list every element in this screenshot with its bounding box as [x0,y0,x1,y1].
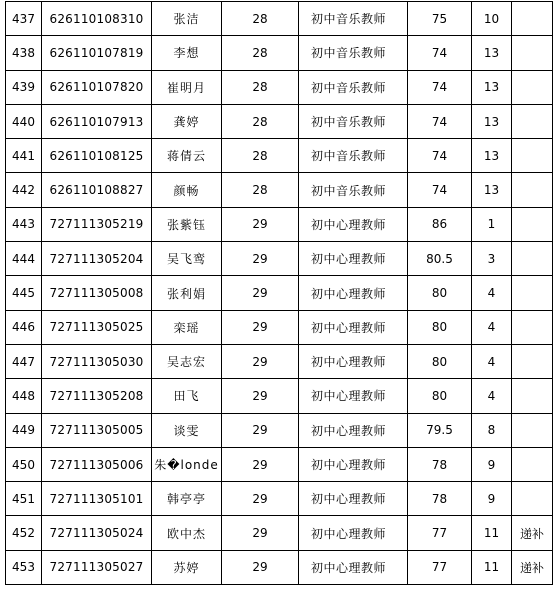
post-code-cell: 28 [222,36,299,70]
post-code-cell: 29 [222,276,299,310]
post-code-cell: 28 [222,2,299,36]
post-name-cell: 初中心理教师 [299,482,408,516]
exam-id-cell: 727111305027 [42,550,152,584]
serial-number-cell: 453 [6,550,42,584]
post-code-cell: 29 [222,379,299,413]
serial-number-cell: 452 [6,516,42,550]
post-name-cell: 初中心理教师 [299,516,408,550]
rank-cell: 1 [472,207,512,241]
table-row [6,482,553,516]
exam-id-cell: 727111305030 [42,344,152,378]
score-cell: 74 [408,173,472,207]
serial-number-cell: 449 [6,413,42,447]
post-code-cell: 29 [222,207,299,241]
exam-id-cell: 727111305219 [42,207,152,241]
table-row [6,104,553,138]
results-table-body [6,2,553,585]
score-cell: 80 [408,379,472,413]
score-cell: 80 [408,310,472,344]
post-name-cell: 初中心理教师 [299,550,408,584]
score-cell: 77 [408,550,472,584]
rank-cell: 9 [472,482,512,516]
rank-cell: 13 [472,139,512,173]
remark-cell [512,207,553,241]
rank-cell: 9 [472,447,512,481]
post-name-cell: 初中音乐教师 [299,139,408,173]
exam-id-cell: 727111305006 [42,447,152,481]
table-row [6,379,553,413]
post-name-cell: 初中音乐教师 [299,36,408,70]
exam-id-cell: 727111305101 [42,482,152,516]
remark-cell [512,242,553,276]
table-row [6,550,553,584]
post-code-cell: 29 [222,310,299,344]
candidate-name-cell: 李想 [152,36,222,70]
post-code-cell: 29 [222,550,299,584]
exam-id-cell: 727111305008 [42,276,152,310]
score-cell: 77 [408,516,472,550]
table-row [6,516,553,550]
candidate-name-cell: 颜畅 [152,173,222,207]
rank-cell: 3 [472,242,512,276]
serial-number-cell: 441 [6,139,42,173]
remark-cell [512,310,553,344]
rank-cell: 4 [472,379,512,413]
rank-cell: 8 [472,413,512,447]
exam-id-cell: 626110108310 [42,2,152,36]
table-row [6,2,553,36]
post-code-cell: 29 [222,413,299,447]
post-code-cell: 29 [222,447,299,481]
results-table [5,1,553,585]
serial-number-cell: 446 [6,310,42,344]
candidate-name-cell: 张洁 [152,2,222,36]
post-name-cell: 初中音乐教师 [299,104,408,138]
rank-cell: 4 [472,344,512,378]
post-name-cell: 初中音乐教师 [299,173,408,207]
post-name-cell: 初中音乐教师 [299,2,408,36]
score-cell: 80 [408,344,472,378]
rank-cell: 4 [472,276,512,310]
score-cell: 78 [408,447,472,481]
exam-id-cell: 727111305024 [42,516,152,550]
score-cell: 79.5 [408,413,472,447]
exam-id-cell: 626110108125 [42,139,152,173]
remark-cell: 递补 [512,550,553,584]
post-code-cell: 28 [222,70,299,104]
table-row [6,36,553,70]
rank-cell: 10 [472,2,512,36]
score-cell: 74 [408,104,472,138]
remark-cell [512,413,553,447]
candidate-name-cell: 朱�londe [152,447,222,481]
score-cell: 80.5 [408,242,472,276]
table-row [6,344,553,378]
remark-cell [512,104,553,138]
post-code-cell: 29 [222,344,299,378]
post-name-cell: 初中心理教师 [299,379,408,413]
candidate-name-cell: 栾瑶 [152,310,222,344]
serial-number-cell: 445 [6,276,42,310]
serial-number-cell: 444 [6,242,42,276]
table-row [6,70,553,104]
score-cell: 78 [408,482,472,516]
exam-id-cell: 626110107819 [42,36,152,70]
table-row [6,276,553,310]
post-name-cell: 初中心理教师 [299,413,408,447]
remark-cell [512,70,553,104]
table-row [6,173,553,207]
serial-number-cell: 438 [6,36,42,70]
post-code-cell: 28 [222,173,299,207]
serial-number-cell: 443 [6,207,42,241]
exam-id-cell: 727111305204 [42,242,152,276]
post-code-cell: 28 [222,104,299,138]
rank-cell: 4 [472,310,512,344]
remark-cell [512,276,553,310]
remark-cell [512,173,553,207]
post-name-cell: 初中心理教师 [299,276,408,310]
score-cell: 74 [408,139,472,173]
table-row [6,413,553,447]
remark-cell [512,36,553,70]
serial-number-cell: 451 [6,482,42,516]
remark-cell [512,139,553,173]
candidate-name-cell: 苏婷 [152,550,222,584]
post-name-cell: 初中心理教师 [299,207,408,241]
post-name-cell: 初中心理教师 [299,310,408,344]
candidate-name-cell: 张紫钰 [152,207,222,241]
candidate-name-cell: 吴志宏 [152,344,222,378]
serial-number-cell: 448 [6,379,42,413]
score-cell: 74 [408,36,472,70]
table-row [6,447,553,481]
exam-id-cell: 727111305025 [42,310,152,344]
score-cell: 86 [408,207,472,241]
rank-cell: 13 [472,70,512,104]
score-cell: 80 [408,276,472,310]
candidate-name-cell: 韩亭亭 [152,482,222,516]
post-name-cell: 初中音乐教师 [299,70,408,104]
exam-id-cell: 727111305005 [42,413,152,447]
rank-cell: 13 [472,36,512,70]
table-row [6,139,553,173]
candidate-name-cell: 龚婷 [152,104,222,138]
score-cell: 74 [408,70,472,104]
exam-id-cell: 626110107913 [42,104,152,138]
table-row [6,310,553,344]
exam-id-cell: 626110108827 [42,173,152,207]
rank-cell: 13 [472,104,512,138]
remark-cell [512,447,553,481]
candidate-name-cell: 蒋倩云 [152,139,222,173]
candidate-name-cell: 谈雯 [152,413,222,447]
post-code-cell: 29 [222,516,299,550]
post-name-cell: 初中心理教师 [299,447,408,481]
remark-cell: 递补 [512,516,553,550]
table-row [6,207,553,241]
post-code-cell: 29 [222,482,299,516]
exam-id-cell: 626110107820 [42,70,152,104]
serial-number-cell: 442 [6,173,42,207]
serial-number-cell: 450 [6,447,42,481]
serial-number-cell: 440 [6,104,42,138]
candidate-name-cell: 张利娟 [152,276,222,310]
remark-cell [512,379,553,413]
exam-id-cell: 727111305208 [42,379,152,413]
rank-cell: 11 [472,516,512,550]
serial-number-cell: 439 [6,70,42,104]
remark-cell [512,2,553,36]
remark-cell [512,482,553,516]
rank-cell: 11 [472,550,512,584]
post-name-cell: 初中心理教师 [299,344,408,378]
rank-cell: 13 [472,173,512,207]
candidate-name-cell: 吴飞鸾 [152,242,222,276]
serial-number-cell: 447 [6,344,42,378]
candidate-name-cell: 崔明月 [152,70,222,104]
score-cell: 75 [408,2,472,36]
post-code-cell: 28 [222,139,299,173]
candidate-name-cell: 田飞 [152,379,222,413]
post-code-cell: 29 [222,242,299,276]
serial-number-cell: 437 [6,2,42,36]
post-name-cell: 初中心理教师 [299,242,408,276]
table-row [6,242,553,276]
candidate-name-cell: 欧中杰 [152,516,222,550]
remark-cell [512,344,553,378]
